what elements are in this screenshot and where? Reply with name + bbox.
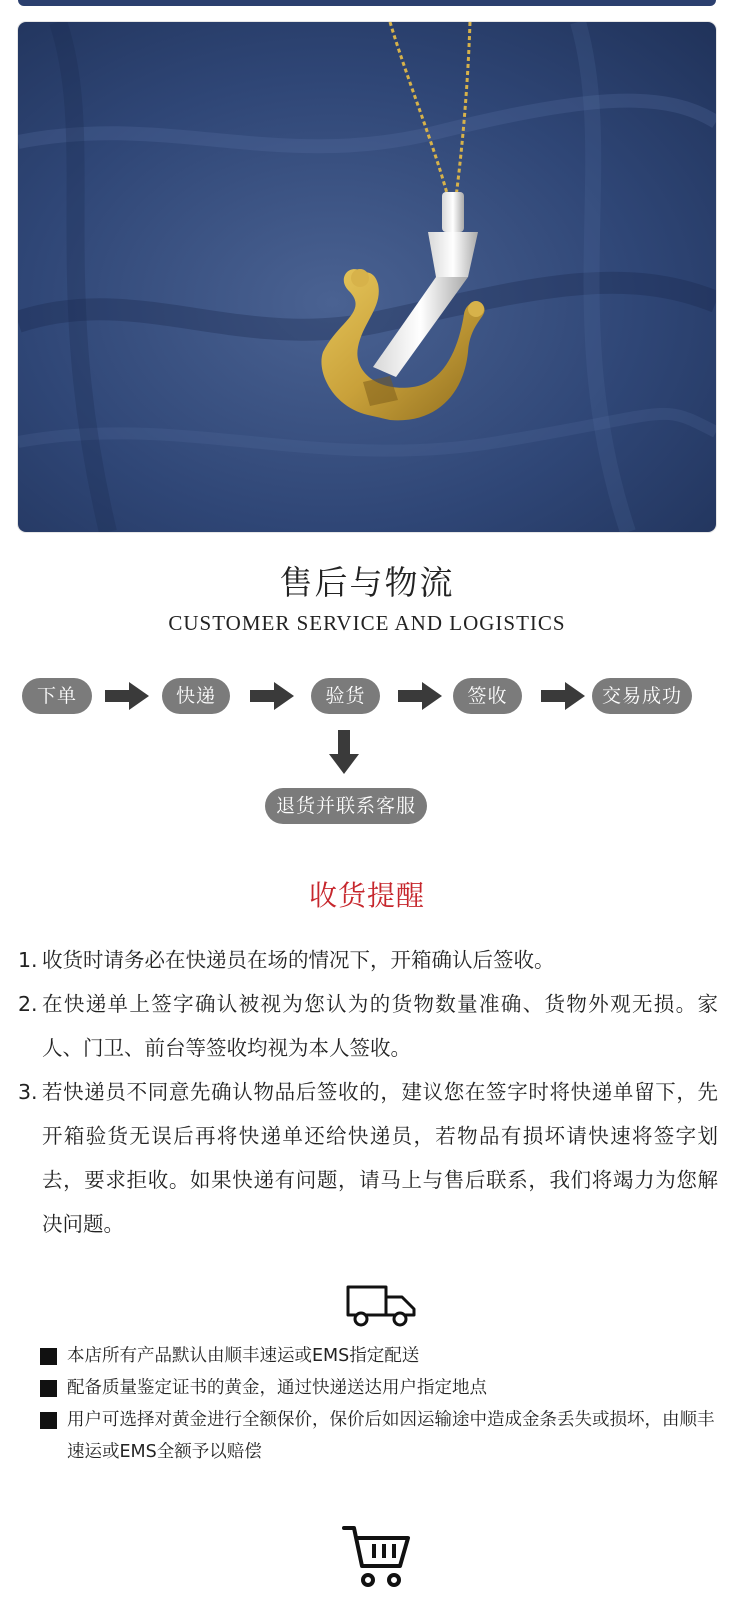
arrow-right-icon bbox=[398, 682, 442, 710]
top-banner-edge bbox=[18, 0, 716, 6]
step-order: 下单 bbox=[22, 678, 92, 714]
arrow-right-icon bbox=[541, 682, 585, 710]
arrow-right-icon bbox=[250, 682, 294, 710]
square-bullet-icon bbox=[40, 1412, 57, 1429]
shipping-notes bbox=[40, 1340, 716, 1468]
step-complete: 交易成功 bbox=[592, 678, 692, 714]
note-item bbox=[40, 1372, 716, 1404]
note-text: 配备质量鉴定证书的黄金，通过快递送达用户指定地点 bbox=[67, 1378, 487, 1398]
note-text: 本店所有产品默认由顺丰速运或EMS指定配送 bbox=[67, 1346, 420, 1366]
rule-text: 收货时请务必在快递员在场的情况下，开箱确认后签收。 bbox=[42, 948, 555, 972]
rule-item bbox=[18, 982, 718, 1070]
section-title: 售后与物流 bbox=[279, 563, 455, 602]
step-return: 退货并联系客服 bbox=[265, 788, 427, 824]
square-bullet-icon bbox=[40, 1348, 57, 1365]
reminder-title: 收货提醒 bbox=[308, 879, 425, 912]
note-item bbox=[40, 1340, 716, 1372]
shopping-cart-icon bbox=[340, 1522, 412, 1594]
square-bullet-icon bbox=[40, 1380, 57, 1397]
rule-number: 1. bbox=[18, 948, 38, 972]
step-sign: 签收 bbox=[453, 678, 522, 714]
rule-item bbox=[18, 1070, 718, 1246]
rule-text: 在快递单上签字确认被视为您认为的货物数量准确、货物外观无损。家人、门卫、前台等签收均视为本人签收。 bbox=[42, 992, 718, 1060]
rule-text: 若快递员不同意先确认物品后签收的，建议您在签字时将快递单留下，先开箱验货无误后再将快递单还给快递员，若物品有损坏请快速将签字划去，要求拒收。如果快递有问题，请马上与售后联系，我们将竭力为您解决问题。 bbox=[42, 1080, 718, 1236]
section-subtitle: CUSTOMER SERVICE AND LOGISTICS bbox=[168, 611, 566, 635]
step-inspect: 验货 bbox=[311, 678, 380, 714]
reminder-rules bbox=[18, 938, 718, 1246]
product-photo bbox=[18, 22, 716, 532]
arrow-down-icon bbox=[329, 730, 359, 774]
rule-number: 2. bbox=[18, 992, 38, 1016]
note-item bbox=[40, 1404, 716, 1468]
rule-number: 3. bbox=[18, 1080, 38, 1104]
arrow-right-icon bbox=[105, 682, 149, 710]
truck-icon bbox=[346, 1283, 418, 1327]
step-delivery: 快递 bbox=[162, 678, 230, 714]
rule-item bbox=[18, 938, 718, 982]
note-text: 用户可选择对黄金进行全额保价，保价后如因运输途中造成金条丢失或损坏，由顺丰速运或EMS全额予以赔偿 bbox=[67, 1410, 715, 1462]
